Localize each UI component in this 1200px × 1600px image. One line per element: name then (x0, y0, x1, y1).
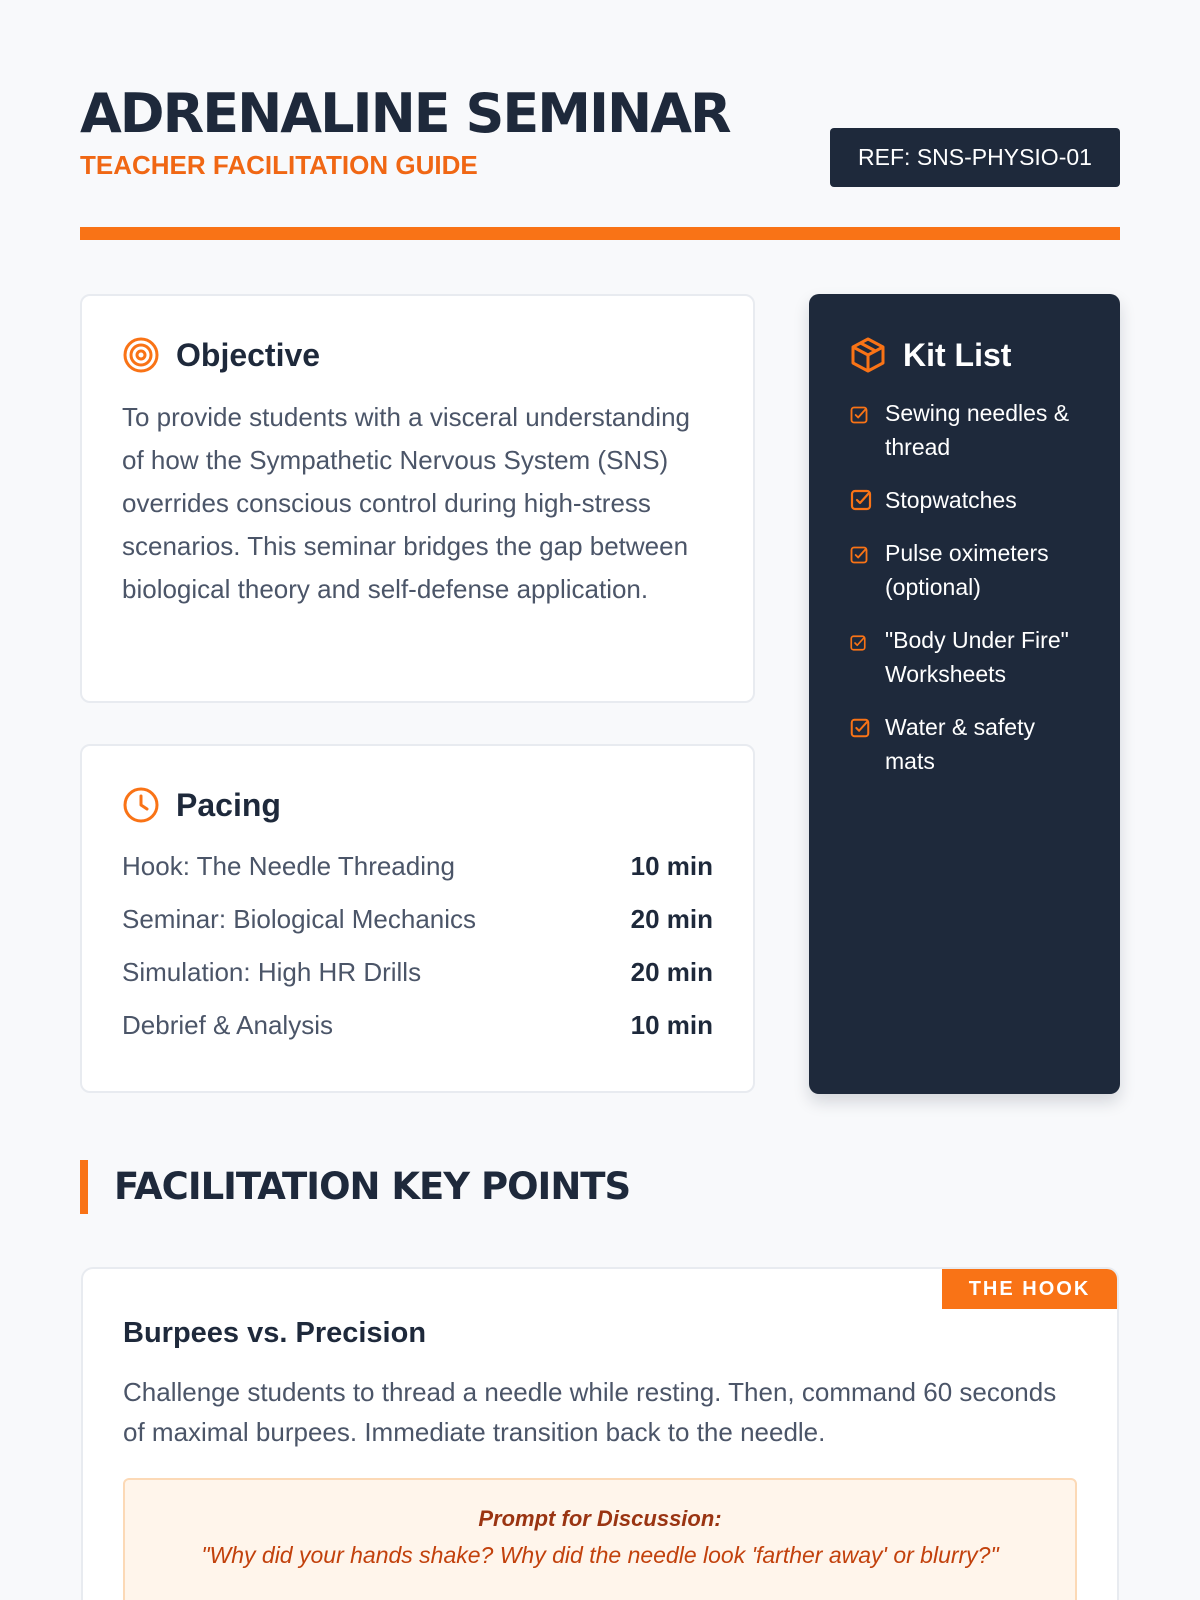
pacing-row-time: 10 min (630, 851, 713, 881)
kit-item-label: Water & safety mats (885, 714, 1035, 774)
page-header (80, 84, 1120, 194)
discussion-prompt (123, 1478, 1077, 1600)
target-icon (122, 336, 160, 374)
objective-title: Objective (176, 336, 321, 373)
pacing-row-label: Hook: The Needle Threading (122, 851, 455, 881)
checkbox-icon (849, 400, 873, 424)
objective-text: To provide students with a visceral understanding of how the Sympathetic Nervous System (SNS) overrides conscious control during high-stress scenarios. This seminar bridges the gap between biological theory and self-defense application. (122, 402, 690, 604)
checkbox-icon (849, 627, 873, 651)
pacing-row-time: 10 min (630, 1010, 713, 1040)
kit-list-title: Kit List (903, 336, 1012, 373)
header-divider (80, 227, 1120, 240)
pacing-list (122, 840, 713, 1052)
hook-card (81, 1267, 1119, 1600)
list-item (849, 536, 1080, 604)
checkbox-icon (849, 714, 873, 738)
reference-badge: REF: SNS-PHYSIO-01 (830, 128, 1120, 187)
list-item (849, 396, 1080, 464)
prompt-label: Prompt for Discussion: (478, 1506, 722, 1531)
pacing-row-label: Debrief & Analysis (122, 1010, 333, 1040)
pacing-row (122, 840, 713, 893)
list-item (849, 483, 1080, 517)
checkbox-icon (849, 540, 873, 564)
pacing-title: Pacing (176, 786, 281, 823)
pacing-row (122, 893, 713, 946)
pacing-row (122, 946, 713, 999)
list-item (849, 623, 1080, 691)
hook-badge: THE HOOK (942, 1269, 1117, 1309)
package-icon (849, 336, 887, 374)
section-heading: FACILITATION KEY POINTS (80, 1160, 630, 1214)
objective-heading (122, 336, 713, 374)
hook-title: Burpees vs. Precision (123, 1317, 427, 1349)
pacing-heading (122, 786, 713, 824)
prompt-quote: "Why did your hands shake? Why did the needle look 'farther away' or blurry?" (201, 1542, 999, 1568)
page-title: ADRENALINE SEMINAR (80, 82, 730, 145)
pacing-row (122, 999, 713, 1052)
kit-item-label: "Body Under Fire" Worksheets (885, 627, 1069, 687)
checkbox-icon (849, 487, 873, 511)
kit-list-panel (809, 294, 1120, 1094)
hook-text: Challenge students to thread a needle while resting. Then, command 60 seconds of maximal burpees. Immediate transition back to the needle. (123, 1377, 1057, 1447)
kit-item-label: Pulse oximeters (optional) (885, 540, 1049, 600)
kit-items (849, 396, 1080, 778)
pacing-row-label: Simulation: High HR Drills (122, 957, 422, 987)
list-item (849, 710, 1080, 778)
kit-item-label: Sewing needles & thread (885, 400, 1070, 460)
pacing-row-time: 20 min (630, 957, 713, 987)
pacing-row-time: 20 min (630, 904, 713, 934)
kit-list-heading (849, 336, 1080, 374)
pacing-row-label: Seminar: Biological Mechanics (122, 904, 477, 934)
kit-item-label: Stopwatches (885, 487, 1017, 513)
objective-card (80, 294, 755, 703)
pacing-card (80, 744, 755, 1093)
clock-icon (122, 786, 160, 824)
page-subtitle: TEACHER FACILITATION GUIDE (80, 150, 478, 180)
